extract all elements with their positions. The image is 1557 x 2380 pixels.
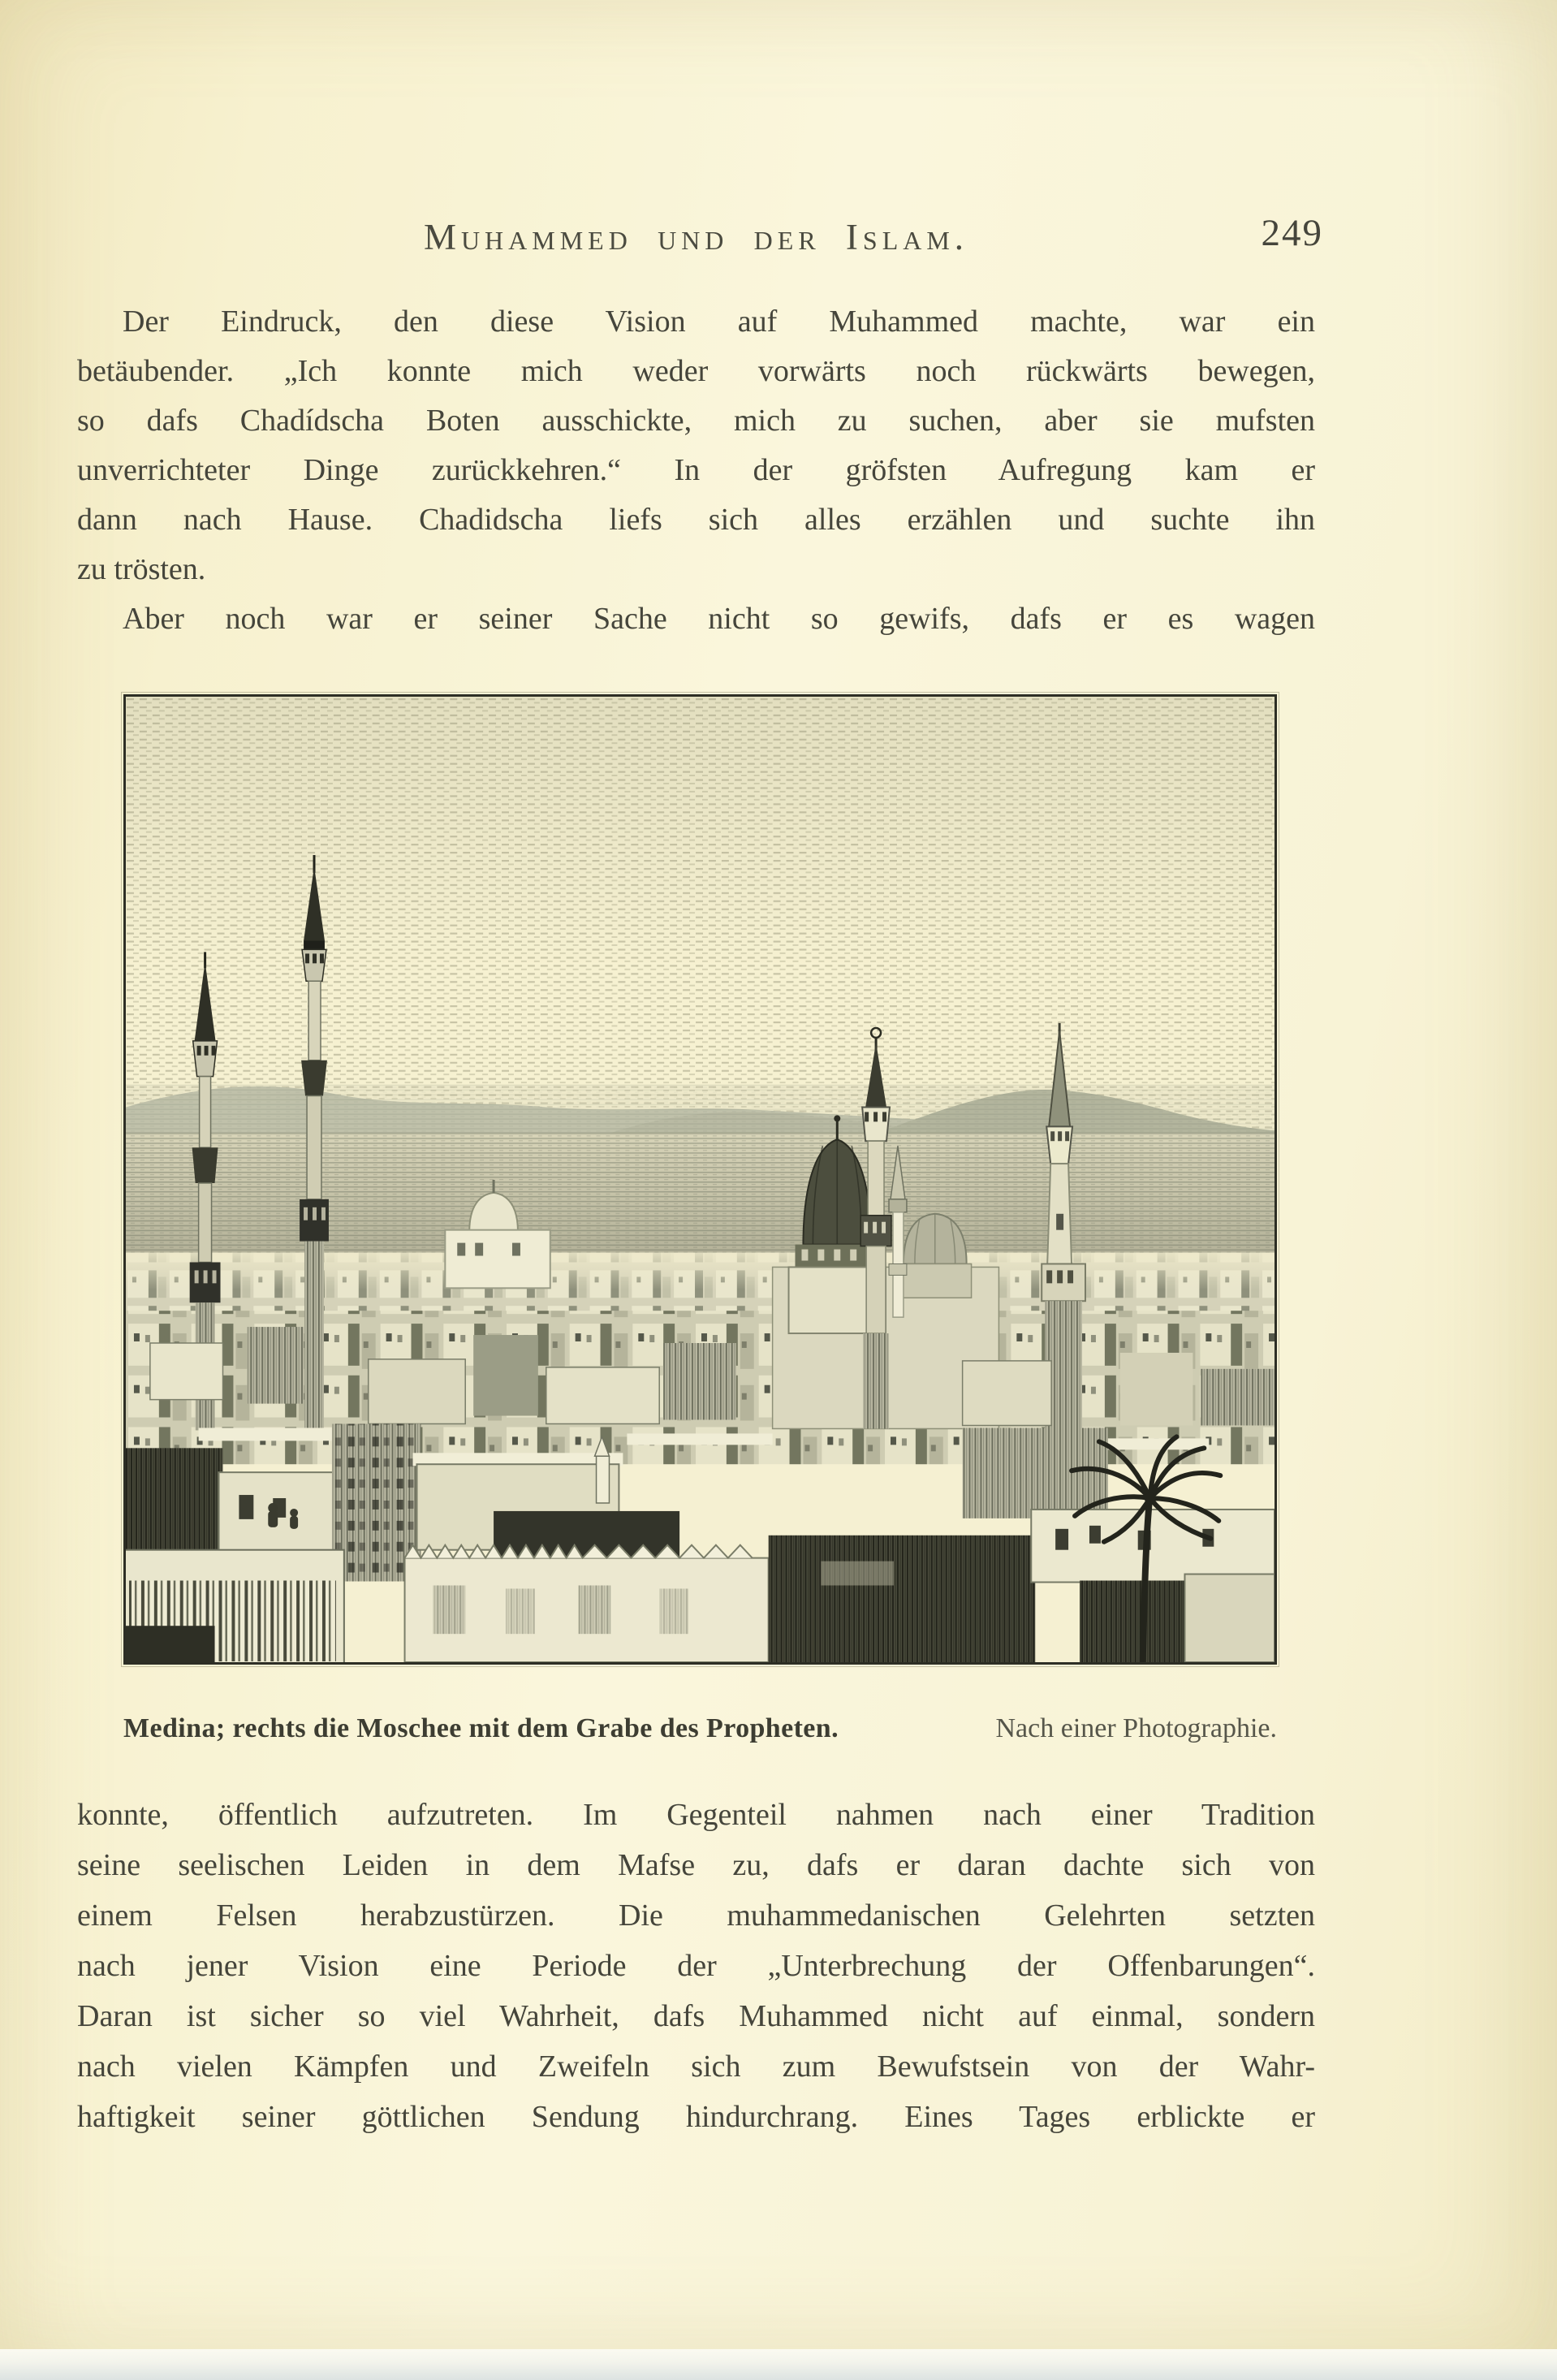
- medina-city-engraving: [126, 697, 1274, 1662]
- body-line: haftigkeit seiner göttlichen Sendung hindurchrang. Eines Tages erblickte er: [77, 2100, 1315, 2134]
- running-head: Muhammed und der Islam.: [423, 217, 969, 257]
- body-line: einem Felsen herabzustürzen. Die muhammedanischen Gelehrten setzten: [77, 1898, 1315, 1933]
- mountain-range: [126, 1085, 1274, 1134]
- caption-credit: Nach einer Photographie.: [995, 1713, 1277, 1743]
- page-bottom-edge: [0, 2349, 1557, 2380]
- caption-title: Medina; rechts die Moschee mit dem Grabe des Propheten.: [123, 1713, 839, 1743]
- distant-city: [126, 1253, 1274, 1321]
- figure-caption: [123, 1713, 1277, 1744]
- body-line: seine seelischen Leiden in dem Mafse zu, dafs er daran dachte sich von: [77, 1848, 1315, 1882]
- page-number: 249: [1261, 212, 1323, 254]
- crenellated-wall: [405, 1545, 769, 1662]
- hazy-plain: [126, 1133, 1274, 1260]
- body-line: so dafs Chadídscha Boten ausschickte, mich zu suchen, aber sie mufsten: [77, 404, 1315, 438]
- body-line: dann nach Hause. Chadidscha liefs sich alles erzählen und suchte ihn: [77, 503, 1315, 537]
- upper-text-block: [77, 297, 1315, 644]
- body-line: konnte, öffentlich aufzutreten. Im Gegenteil nahmen nach einer Tradition: [77, 1798, 1315, 1832]
- body-line: Der Eindruck, den diese Vision auf Muhammed machte, war ein: [123, 305, 1315, 339]
- lower-text-block: [77, 1790, 1315, 2142]
- body-line: nach jener Vision eine Periode der „Unterbrechung der Offenbarungen“.: [77, 1949, 1315, 1983]
- medina-engraving-figure: [123, 694, 1277, 1665]
- body-line: Daran ist sicher so viel Wahrheit, dafs Muhammed nicht auf einmal, sondern: [77, 1999, 1315, 2033]
- body-line: zu trösten.: [77, 552, 206, 586]
- body-line: unverrichteter Dinge zurückkehren.“ In der gröfsten Aufregung kam er: [77, 453, 1315, 487]
- body-line: betäubender. „Ich konnte mich weder vorwärts noch rückwärts bewegen,: [77, 354, 1315, 388]
- body-line: Aber noch war er seiner Sache nicht so gewifs, dafs er es wagen: [123, 602, 1315, 636]
- body-line: nach vielen Kämpfen und Zweifeln sich zum Bewufstsein von der Wahr-: [77, 2050, 1315, 2084]
- engraved-sky: [126, 697, 1274, 1149]
